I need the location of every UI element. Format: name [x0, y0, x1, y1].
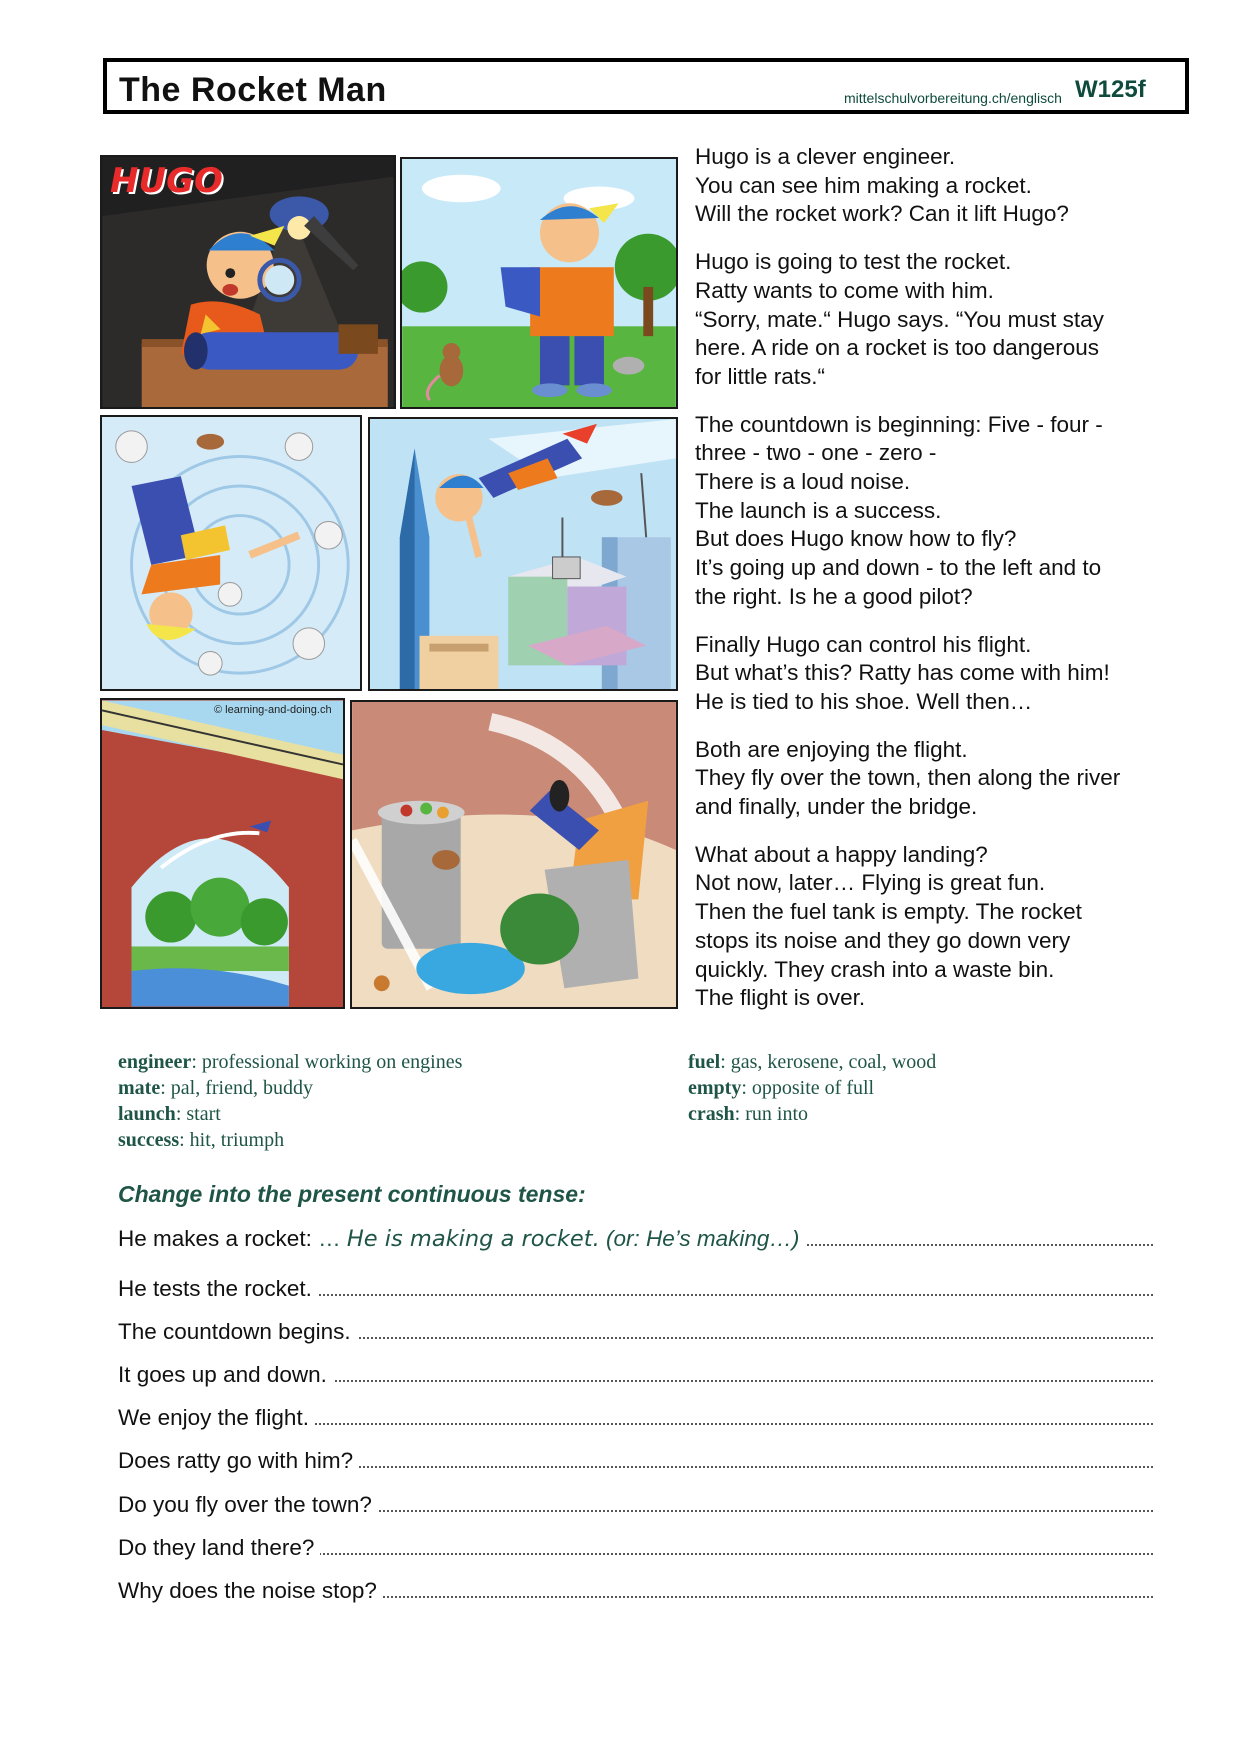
story-line: “Sorry, mate.“ Hugo says. “You must stay: [695, 306, 1104, 332]
story-line: Hugo is going to test the rocket.: [695, 249, 1012, 275]
story-line: He is tied to his shoe. Well then…: [695, 688, 1033, 714]
story-line: three - two - one - zero -: [695, 440, 937, 466]
crash-landing-illustration: [352, 702, 676, 1007]
exercise-question: Do they land there?: [118, 1535, 320, 1560]
vocab-term: crash: [688, 1103, 735, 1125]
vocabulary-list-right: [688, 1049, 936, 1127]
story-line: here. A ride on a rocket is too dangerous: [695, 335, 1100, 361]
vocab-entry: [118, 1075, 462, 1101]
story-line: It’s going up and down - to the left and to: [695, 555, 1102, 581]
story-paragraph: [695, 143, 1175, 229]
story-line: and finally, under the bridge.: [695, 794, 978, 820]
story-line: the right. Is he a good pilot?: [695, 583, 973, 609]
vocab-definition: : gas, kerosene, coal, wood: [720, 1051, 937, 1073]
story-line: There is a loud noise.: [695, 469, 911, 495]
page-header: [103, 58, 1189, 114]
comic-strip: [100, 155, 680, 1009]
page-title: The Rocket Man: [119, 71, 387, 109]
vocabulary-list-left: [118, 1049, 462, 1153]
example-note: (or: He’s making…): [606, 1226, 800, 1251]
story-line: quickly. They crash into a waste bin.: [695, 956, 1055, 982]
vocab-definition: : opposite of full: [741, 1077, 875, 1099]
vocab-entry: [688, 1101, 936, 1127]
comic-panel-2: [400, 157, 678, 409]
worksheet-code: W125f: [1075, 76, 1146, 103]
story-line: Hugo is a clever engineer.: [695, 144, 956, 169]
exercise-row: [118, 1492, 1153, 1518]
story-line: The launch is a success.: [695, 497, 942, 523]
story-line: Both are enjoying the flight.: [695, 736, 968, 762]
comic-panel-6: [350, 700, 678, 1009]
comic-panel-5: [100, 698, 345, 1009]
story-paragraph: [695, 736, 1175, 822]
spinning-launch-illustration: [102, 417, 360, 689]
site-url: mittelschulvorbereitung.ch/englisch: [844, 90, 1062, 106]
example-answer: He is making a rocket.: [346, 1226, 600, 1252]
exercise-row: [118, 1362, 1153, 1388]
example-question: He makes a rocket:: [118, 1226, 312, 1251]
story-text: [695, 143, 1175, 1032]
comic-panel-4: [368, 417, 678, 691]
story-line: for little rats.“: [695, 363, 826, 389]
vocab-term: mate: [118, 1077, 161, 1099]
story-line: What about a happy landing?: [695, 841, 988, 867]
exercise-example-row: [118, 1226, 1153, 1252]
vocab-entry: [688, 1049, 936, 1075]
vocab-definition: : pal, friend, buddy: [160, 1077, 313, 1099]
exercise-question: He tests the rocket.: [118, 1276, 318, 1301]
exercise-question: Do you fly over the town?: [118, 1492, 378, 1517]
exercise-question: It goes up and down.: [118, 1362, 333, 1387]
vocab-term: success: [118, 1129, 180, 1151]
story-paragraph: [695, 841, 1175, 1013]
exercise-question: Why does the noise stop?: [118, 1578, 383, 1603]
vocab-entry: [118, 1049, 462, 1075]
story-line: The countdown is beginning: Five - four -: [695, 411, 1103, 437]
bridge-illustration: [102, 700, 343, 1007]
hugo-and-ratty-illustration: [402, 159, 676, 407]
vocab-term: engineer: [118, 1051, 192, 1073]
story-line: Will the rocket work? Can it lift Hugo?: [695, 201, 1069, 227]
exercise-question: We enjoy the flight.: [118, 1405, 315, 1430]
vocab-term: empty: [688, 1077, 742, 1099]
story-paragraph: [695, 411, 1175, 612]
example-prefix: …: [318, 1226, 341, 1251]
story-line: But does Hugo know how to fly?: [695, 526, 1017, 552]
vocab-definition: : hit, triumph: [179, 1129, 285, 1151]
story-paragraph: [695, 248, 1175, 392]
comic-panel-3: [100, 415, 362, 691]
exercise-row: [118, 1276, 1153, 1302]
story-line: Finally Hugo can control his flight.: [695, 631, 1032, 657]
story-line: Then the fuel tank is empty. The rocket: [695, 899, 1082, 925]
exercise-title: Change into the present continuous tense:: [118, 1181, 586, 1207]
vocab-entry: [688, 1075, 936, 1101]
story-paragraph: [695, 631, 1175, 717]
vocab-term: launch: [118, 1103, 176, 1125]
vocab-entry: [118, 1127, 462, 1153]
vocab-definition: : start: [175, 1103, 221, 1125]
exercise-question: [118, 1226, 805, 1251]
story-line: The flight is over.: [695, 985, 866, 1011]
vocab-term: fuel: [688, 1051, 721, 1073]
vocab-entry: [118, 1101, 462, 1127]
city-flight-illustration: [370, 419, 676, 689]
hugo-logo: HUGO: [110, 161, 223, 201]
exercise-row: [118, 1405, 1153, 1431]
story-line: Not now, later… Flying is great fun.: [695, 870, 1046, 896]
vocab-definition: : run into: [734, 1103, 809, 1125]
story-line: But what’s this? Ratty has come with him!: [695, 660, 1110, 686]
comic-panel-1: [100, 155, 396, 409]
exercise-row: [118, 1578, 1153, 1604]
story-line: You can see him making a rocket.: [695, 172, 1032, 198]
copyright-note: © learning-and-doing.ch: [214, 704, 332, 716]
exercise-question: The countdown begins.: [118, 1319, 357, 1344]
story-line: They fly over the town, then along the river: [695, 765, 1121, 791]
exercise-question: Does ratty go with him?: [118, 1448, 359, 1473]
exercise-row: [118, 1319, 1153, 1345]
exercise-row: [118, 1448, 1153, 1474]
story-line: stops its noise and they go down very: [695, 927, 1071, 953]
exercise-row: [118, 1535, 1153, 1561]
vocab-definition: : professional working on engines: [191, 1051, 463, 1073]
story-line: Ratty wants to come with him.: [695, 277, 994, 303]
